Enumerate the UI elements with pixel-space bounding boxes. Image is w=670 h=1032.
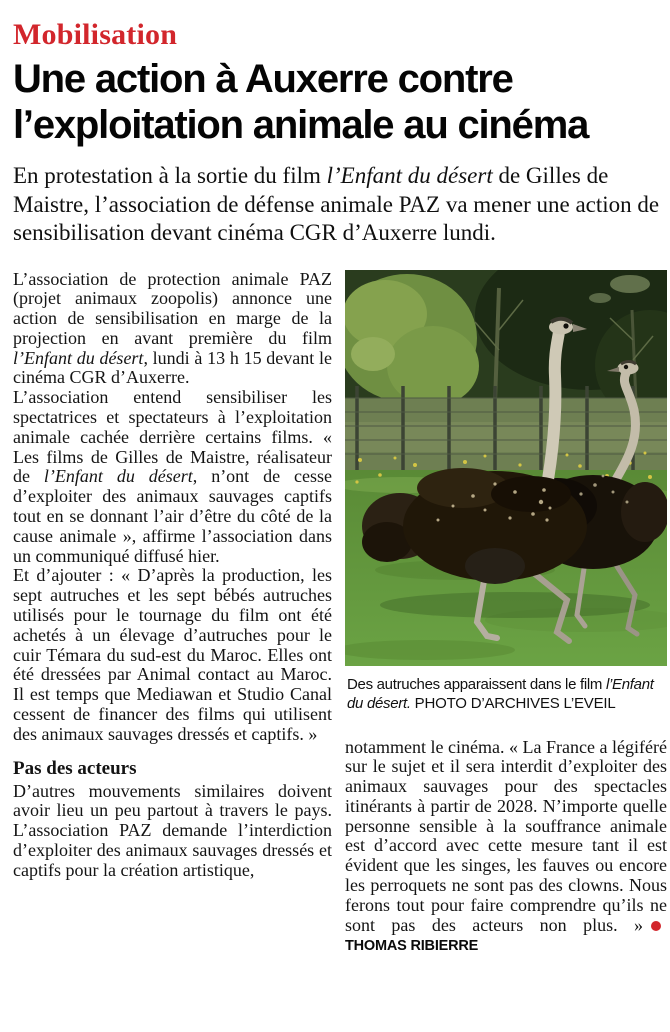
body-paragraph-3: Et d’ajouter : « D’après la production, les sept autruches et les sept bébés autruches utilisés pour le tournage du film ont été achetés à un élevage d’autruches pour le cuir Témara du sud-est du Maroc. Elles ont été dressées par Animal contact au Maroc. Il est temps que Mediawan et Studio Canal cessent de financer des films qui utilisent des animaux sauvages dressés et captifs. » [13, 565, 332, 744]
fence [345, 386, 667, 476]
byline-bullet-icon [651, 921, 661, 931]
photo-caption [347, 675, 667, 714]
film-title-italic: l’Enfant du désert [326, 163, 493, 188]
caption-text: Des autruches apparaissent dans le film [347, 675, 606, 693]
body-paragraph-4-right [345, 738, 667, 958]
paragraph-text: L’association de protection animale PAZ (projet animaux zoopolis) annonce une action de sensibilisation en marge de la projection en avant première du film [13, 268, 332, 348]
body-paragraph-2 [13, 388, 332, 566]
body-paragraph-4-left: D’autres mouvements similaires doivent avoir lieu un peu partout à travers le pays. L’association PAZ demande l’interdiction d’exploiter des animaux sauvages dressés et captifs pour la création artistique, [13, 780, 332, 880]
paragraph-text: , n’ont de cesse d’exploiter des animaux sauvages captifs tout en se donnant l’air d’être du côté de la cause animale », affirme l’association dans un communiqué diffusé hier. [13, 466, 333, 566]
standfirst-text-end: de Gilles de Maistre, l’association de défense animale PAZ va mener une action de sensibilisation devant cinéma CGR d’Auxerre lundi. [13, 163, 660, 245]
photo-credit: PHOTO D’ARCHIVES L’EVEIL [410, 695, 616, 712]
standfirst-text: En protestation à la sortie du film [13, 163, 327, 188]
standfirst [13, 162, 663, 248]
column-left [13, 270, 332, 881]
film-title-italic: l’Enfant du désert [43, 466, 193, 487]
paragraph-text: , lundi à 13 h 15 devant le cinéma CGR d’Auxerre. [13, 347, 332, 388]
article-photo [345, 270, 667, 714]
headline-line-1: Une action à Auxerre contre [13, 57, 513, 101]
section-subhead: Pas des acteurs [13, 757, 137, 779]
body-paragraph-1 [13, 270, 332, 389]
headline-line-2: l’exploitation animale au cinéma [13, 103, 589, 147]
page-title [13, 56, 667, 148]
byline-name: THOMAS RIBIERRE [345, 938, 479, 955]
kicker: Mobilisation [13, 18, 178, 51]
film-title-italic: l’Enfant du désert [13, 347, 144, 368]
paragraph-text: notamment le cinéma. « La France a légiféré sur le sujet et il sera interdit d’exploiter des animaux sauvages pour des spectacles itinérants à partir de 2028. N’importe quelle personne sensible à la souffrance animale est d’accord avec cette mesure tant il est évident que les singes, les fauves ou encore les perroquets ne sont pas des clowns. Nous ferons tout pour faire comprendre qu’ils ne sont pas des acteurs non plus. » [345, 736, 667, 935]
paragraph-text: L’association entend sensibiliser les spectatrices et spectateurs à l’exploitation animale cachée derrière certains films. « Les films de Gilles de Maistre, réalisateur de [13, 387, 332, 487]
ostriches-photo [345, 270, 667, 666]
column-right [345, 270, 667, 958]
film-title-italic: l’Enfant du désert. [347, 675, 654, 712]
article-body [13, 270, 667, 958]
column-right-text [345, 738, 667, 958]
